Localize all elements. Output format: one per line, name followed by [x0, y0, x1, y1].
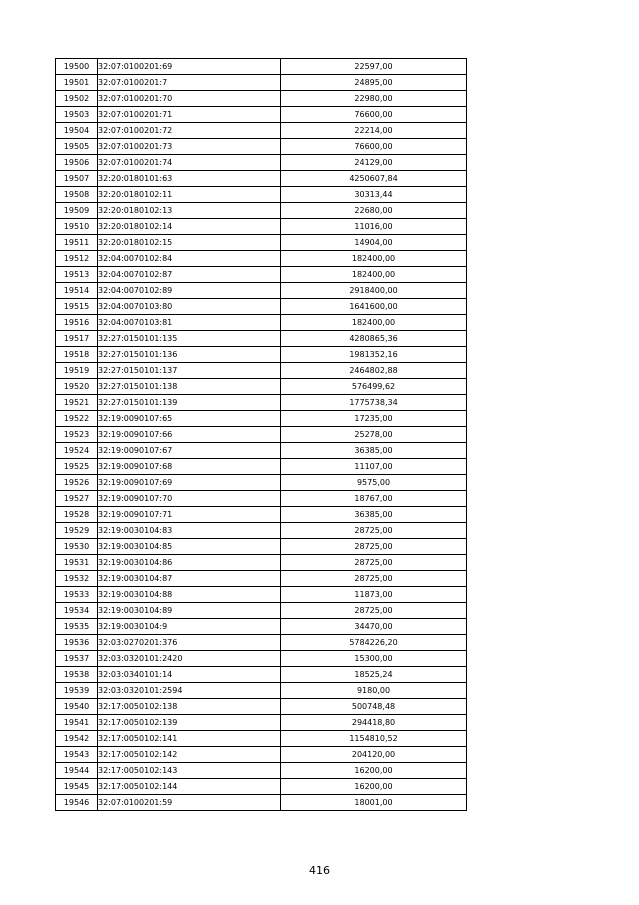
- row-number-cell: 19529: [56, 523, 98, 539]
- table-row: [56, 75, 467, 91]
- cadastral-number-cell: 32:07:0100201:73: [98, 139, 281, 155]
- value-cell: 28725,00: [281, 539, 467, 555]
- cadastral-number-cell: 32:03:0270201:376: [98, 635, 281, 651]
- row-number-cell: 19524: [56, 443, 98, 459]
- table-row: [56, 299, 467, 315]
- table-row: [56, 747, 467, 763]
- cadastral-number-cell: 32:27:0150101:137: [98, 363, 281, 379]
- cadastral-number-cell: 32:04:0070103:81: [98, 315, 281, 331]
- row-number-cell: 19539: [56, 683, 98, 699]
- value-cell: 36385,00: [281, 443, 467, 459]
- row-number-cell: 19542: [56, 731, 98, 747]
- row-number-cell: 19520: [56, 379, 98, 395]
- cadastral-number-cell: 32:19:0030104:87: [98, 571, 281, 587]
- table-row: [56, 91, 467, 107]
- value-cell: 22597,00: [281, 59, 467, 75]
- row-number-cell: 19503: [56, 107, 98, 123]
- value-cell: 1641600,00: [281, 299, 467, 315]
- table-row: [56, 203, 467, 219]
- table-row: [56, 795, 467, 811]
- table-row: [56, 267, 467, 283]
- row-number-cell: 19538: [56, 667, 98, 683]
- table-row: [56, 171, 467, 187]
- cadastral-number-cell: 32:04:0070102:87: [98, 267, 281, 283]
- value-cell: 11873,00: [281, 587, 467, 603]
- table-row: [56, 587, 467, 603]
- table-row: [56, 379, 467, 395]
- value-cell: 14904,00: [281, 235, 467, 251]
- table-row: [56, 107, 467, 123]
- cadastral-number-cell: 32:19:0030104:83: [98, 523, 281, 539]
- value-cell: 17235,00: [281, 411, 467, 427]
- table-row: [56, 331, 467, 347]
- cadastral-number-cell: 32:07:0100201:71: [98, 107, 281, 123]
- row-number-cell: 19516: [56, 315, 98, 331]
- table-row: [56, 139, 467, 155]
- row-number-cell: 19504: [56, 123, 98, 139]
- cadastral-number-cell: 32:07:0100201:72: [98, 123, 281, 139]
- row-number-cell: 19521: [56, 395, 98, 411]
- table-row: [56, 219, 467, 235]
- cadastral-number-cell: 32:03:0340101:14: [98, 667, 281, 683]
- value-cell: 16200,00: [281, 779, 467, 795]
- table-row: [56, 731, 467, 747]
- value-cell: 576499,62: [281, 379, 467, 395]
- value-cell: 1775738,34: [281, 395, 467, 411]
- table-row: [56, 395, 467, 411]
- value-cell: 28725,00: [281, 523, 467, 539]
- cadastral-number-cell: 32:19:0090107:68: [98, 459, 281, 475]
- row-number-cell: 19534: [56, 603, 98, 619]
- cadastral-number-cell: 32:07:0100201:74: [98, 155, 281, 171]
- row-number-cell: 19508: [56, 187, 98, 203]
- value-cell: 182400,00: [281, 315, 467, 331]
- value-cell: 24895,00: [281, 75, 467, 91]
- row-number-cell: 19545: [56, 779, 98, 795]
- table-row: [56, 427, 467, 443]
- value-cell: 76600,00: [281, 107, 467, 123]
- table-row: [56, 347, 467, 363]
- table-row: [56, 539, 467, 555]
- cadastral-number-cell: 32:19:0090107:66: [98, 427, 281, 443]
- cadastral-number-cell: 32:04:0070102:89: [98, 283, 281, 299]
- row-number-cell: 19533: [56, 587, 98, 603]
- value-cell: 5784226,20: [281, 635, 467, 651]
- row-number-cell: 19511: [56, 235, 98, 251]
- cadastral-number-cell: 32:17:0050102:139: [98, 715, 281, 731]
- value-cell: 18525,24: [281, 667, 467, 683]
- row-number-cell: 19537: [56, 651, 98, 667]
- cadastral-number-cell: 32:17:0050102:143: [98, 763, 281, 779]
- cadastral-number-cell: 32:20:0180102:14: [98, 219, 281, 235]
- row-number-cell: 19515: [56, 299, 98, 315]
- row-number-cell: 19543: [56, 747, 98, 763]
- value-cell: 22980,00: [281, 91, 467, 107]
- row-number-cell: 19531: [56, 555, 98, 571]
- table-row: [56, 603, 467, 619]
- cadastral-number-cell: 32:19:0090107:70: [98, 491, 281, 507]
- value-cell: 22680,00: [281, 203, 467, 219]
- cadastral-number-cell: 32:20:0180101:63: [98, 171, 281, 187]
- value-cell: 4280865,36: [281, 331, 467, 347]
- value-cell: 34470,00: [281, 619, 467, 635]
- value-cell: 4250607,84: [281, 171, 467, 187]
- value-cell: 11016,00: [281, 219, 467, 235]
- table-row: [56, 491, 467, 507]
- table-row: [56, 123, 467, 139]
- value-cell: 25278,00: [281, 427, 467, 443]
- cadastral-number-cell: 32:19:0030104:86: [98, 555, 281, 571]
- value-cell: 36385,00: [281, 507, 467, 523]
- cadastral-number-cell: 32:17:0050102:144: [98, 779, 281, 795]
- cadastral-number-cell: 32:07:0100201:70: [98, 91, 281, 107]
- table-row: [56, 283, 467, 299]
- table-row: [56, 571, 467, 587]
- table-body: [56, 59, 467, 811]
- cadastral-number-cell: 32:03:0320101:2594: [98, 683, 281, 699]
- table-row: [56, 683, 467, 699]
- value-cell: 182400,00: [281, 267, 467, 283]
- cadastral-number-cell: 32:19:0090107:65: [98, 411, 281, 427]
- table-row: [56, 619, 467, 635]
- cadastral-number-cell: 32:19:0090107:71: [98, 507, 281, 523]
- row-number-cell: 19501: [56, 75, 98, 91]
- row-number-cell: 19507: [56, 171, 98, 187]
- row-number-cell: 19509: [56, 203, 98, 219]
- row-number-cell: 19522: [56, 411, 98, 427]
- cadastral-number-cell: 32:17:0050102:142: [98, 747, 281, 763]
- row-number-cell: 19535: [56, 619, 98, 635]
- value-cell: 2918400,00: [281, 283, 467, 299]
- value-cell: 500748,48: [281, 699, 467, 715]
- row-number-cell: 19502: [56, 91, 98, 107]
- cadastral-number-cell: 32:19:0090107:69: [98, 475, 281, 491]
- row-number-cell: 19540: [56, 699, 98, 715]
- row-number-cell: 19514: [56, 283, 98, 299]
- cadastral-number-cell: 32:03:0320101:2420: [98, 651, 281, 667]
- cadastral-number-cell: 32:04:0070102:84: [98, 251, 281, 267]
- row-number-cell: 19541: [56, 715, 98, 731]
- value-cell: 9575,00: [281, 475, 467, 491]
- table-row: [56, 523, 467, 539]
- table-row: [56, 715, 467, 731]
- row-number-cell: 19506: [56, 155, 98, 171]
- page-number: 416: [309, 864, 330, 877]
- row-number-cell: 19512: [56, 251, 98, 267]
- value-cell: 22214,00: [281, 123, 467, 139]
- cadastral-value-table: [55, 58, 467, 811]
- cadastral-number-cell: 32:07:0100201:7: [98, 75, 281, 91]
- value-cell: 18001,00: [281, 795, 467, 811]
- value-cell: 182400,00: [281, 251, 467, 267]
- cadastral-number-cell: 32:19:0030104:9: [98, 619, 281, 635]
- row-number-cell: 19544: [56, 763, 98, 779]
- row-number-cell: 19525: [56, 459, 98, 475]
- cadastral-number-cell: 32:19:0030104:85: [98, 539, 281, 555]
- table-row: [56, 699, 467, 715]
- table-row: [56, 411, 467, 427]
- table-row: [56, 363, 467, 379]
- row-number-cell: 19523: [56, 427, 98, 443]
- row-number-cell: 19527: [56, 491, 98, 507]
- value-cell: 294418,80: [281, 715, 467, 731]
- value-cell: 1981352,16: [281, 347, 467, 363]
- cadastral-number-cell: 32:20:0180102:15: [98, 235, 281, 251]
- value-cell: 16200,00: [281, 763, 467, 779]
- table-row: [56, 635, 467, 651]
- cadastral-number-cell: 32:27:0150101:138: [98, 379, 281, 395]
- cadastral-number-cell: 32:27:0150101:135: [98, 331, 281, 347]
- table-row: [56, 651, 467, 667]
- table-row: [56, 667, 467, 683]
- row-number-cell: 19510: [56, 219, 98, 235]
- table-row: [56, 315, 467, 331]
- value-cell: 204120,00: [281, 747, 467, 763]
- cadastral-number-cell: 32:20:0180102:11: [98, 187, 281, 203]
- value-cell: 28725,00: [281, 603, 467, 619]
- table-row: [56, 763, 467, 779]
- table-row: [56, 235, 467, 251]
- table-row: [56, 187, 467, 203]
- table-row: [56, 507, 467, 523]
- row-number-cell: 19519: [56, 363, 98, 379]
- cadastral-number-cell: 32:19:0030104:89: [98, 603, 281, 619]
- value-cell: 18767,00: [281, 491, 467, 507]
- table-row: [56, 779, 467, 795]
- row-number-cell: 19526: [56, 475, 98, 491]
- row-number-cell: 19505: [56, 139, 98, 155]
- table-row: [56, 59, 467, 75]
- cadastral-number-cell: 32:17:0050102:141: [98, 731, 281, 747]
- row-number-cell: 19500: [56, 59, 98, 75]
- cadastral-number-cell: 32:07:0100201:69: [98, 59, 281, 75]
- row-number-cell: 19536: [56, 635, 98, 651]
- value-cell: 28725,00: [281, 555, 467, 571]
- cadastral-number-cell: 32:07:0100201:59: [98, 795, 281, 811]
- value-cell: 24129,00: [281, 155, 467, 171]
- cadastral-number-cell: 32:19:0030104:88: [98, 587, 281, 603]
- cadastral-number-cell: 32:27:0150101:139: [98, 395, 281, 411]
- table-row: [56, 475, 467, 491]
- value-cell: 2464802,88: [281, 363, 467, 379]
- table-row: [56, 155, 467, 171]
- table-row: [56, 555, 467, 571]
- cadastral-number-cell: 32:27:0150101:136: [98, 347, 281, 363]
- value-cell: 28725,00: [281, 571, 467, 587]
- value-cell: 15300,00: [281, 651, 467, 667]
- value-cell: 30313,44: [281, 187, 467, 203]
- row-number-cell: 19517: [56, 331, 98, 347]
- row-number-cell: 19530: [56, 539, 98, 555]
- value-cell: 76600,00: [281, 139, 467, 155]
- table-row: [56, 459, 467, 475]
- value-cell: 11107,00: [281, 459, 467, 475]
- cadastral-number-cell: 32:19:0090107:67: [98, 443, 281, 459]
- row-number-cell: 19546: [56, 795, 98, 811]
- row-number-cell: 19532: [56, 571, 98, 587]
- row-number-cell: 19513: [56, 267, 98, 283]
- row-number-cell: 19528: [56, 507, 98, 523]
- value-cell: 1154810,52: [281, 731, 467, 747]
- cadastral-number-cell: 32:17:0050102:138: [98, 699, 281, 715]
- value-cell: 9180,00: [281, 683, 467, 699]
- cadastral-number-cell: 32:04:0070103:80: [98, 299, 281, 315]
- cadastral-number-cell: 32:20:0180102:13: [98, 203, 281, 219]
- row-number-cell: 19518: [56, 347, 98, 363]
- table-row: [56, 251, 467, 267]
- table-row: [56, 443, 467, 459]
